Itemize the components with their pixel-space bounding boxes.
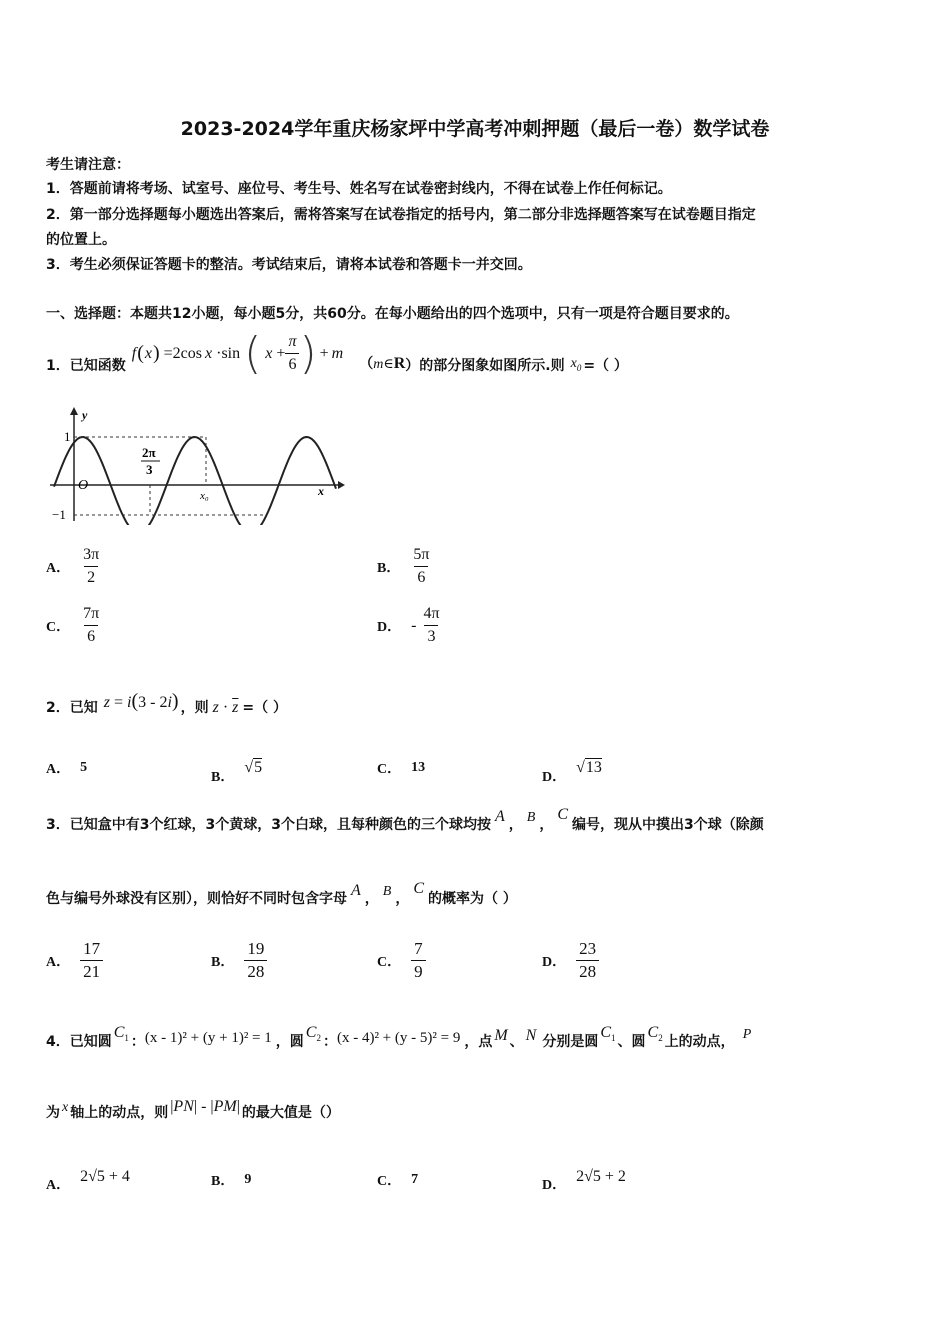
q2-tail: =（ ） xyxy=(242,700,287,716)
q3-option-b[interactable] xyxy=(211,938,267,983)
q1-tick-1: 1 xyxy=(64,429,71,444)
option-label: D． xyxy=(542,770,567,785)
frac-den: 2 xyxy=(84,566,98,589)
q4-line2b: 轴上的动点，则 xyxy=(70,1105,169,1121)
frac-den: 6 xyxy=(84,625,98,648)
notice-heading: 考生请注意： xyxy=(46,157,130,173)
q4-circle1: (x - 1)² + (y + 1)² = 1 xyxy=(144,1030,272,1047)
q3-option-c[interactable] xyxy=(377,938,426,983)
page-title: 2023-2024学年重庆杨家坪中学高考冲刺押题（最后一卷）数学试卷 xyxy=(180,118,770,140)
q1-suffix: ）的部分图象如图所示.则 xyxy=(405,357,565,374)
q1-tail: =（ ） xyxy=(583,357,628,374)
question-1 xyxy=(46,328,628,379)
option-label: A． xyxy=(46,762,71,777)
q1-y-label: y xyxy=(82,408,88,422)
q1-domain: （m∈R xyxy=(359,354,406,372)
frac-den: 28 xyxy=(576,960,599,983)
option-value: 9 xyxy=(244,1172,252,1187)
frac-num: 3π xyxy=(83,546,100,563)
q2-expr: $z \cdot \overline{z}$ xyxy=(212,699,239,716)
q1-curve xyxy=(54,437,336,525)
question-4-line2: 为 x 轴上的动点，则 |PN| - |PM| 的最大值是（） xyxy=(46,1098,340,1121)
q3-text-b: 编号，现从中摸出3个球（除颜 xyxy=(571,817,764,833)
q1-graph xyxy=(46,405,346,525)
option-label: D． xyxy=(377,619,402,635)
notice-item-3: 3．考生必须保证答题卡的整洁。考试结束后，请将本试卷和答题卡一并交回。 xyxy=(46,257,532,273)
q4-option-a[interactable] xyxy=(46,1160,130,1194)
q2-option-a[interactable] xyxy=(46,758,87,778)
notice-item-1: 1．答题前请将考场、试室号、座位号、考生号、姓名写在试卷密封线内，不得在试卷上作任何标记。 xyxy=(46,181,672,197)
q4-text-a: ，圆 xyxy=(275,1034,304,1051)
q4-line2c: 的最大值是（） xyxy=(241,1105,340,1121)
q1-option-c[interactable] xyxy=(46,603,102,648)
q4-option-d[interactable] xyxy=(542,1160,626,1194)
option-value: 13 xyxy=(585,758,602,776)
frac-den: 28 xyxy=(244,960,267,983)
frac-num: 7π xyxy=(83,605,100,622)
frac-num: 5π xyxy=(413,546,430,563)
q1-mark-num: 2π xyxy=(142,445,156,460)
option-label: C． xyxy=(377,954,402,970)
q1-tick-neg1: −1 xyxy=(52,507,66,522)
option-sign: - xyxy=(411,616,417,634)
q4-text-b: ，点 xyxy=(464,1034,493,1051)
q4-text-e: 上的动点， xyxy=(664,1034,735,1051)
q1-x0-label: x₀ xyxy=(200,490,209,502)
question-2 xyxy=(46,690,287,717)
q1-option-a[interactable] xyxy=(46,544,102,589)
q2-option-b[interactable]: B． √5 xyxy=(211,758,263,785)
option-label: D． xyxy=(542,954,567,970)
question-3-line2: 色与编号外球没有区别），则恰好不同时包含字母 A ， B ， C 的概率为（ ） xyxy=(46,880,517,907)
frac-num: 4π xyxy=(423,605,440,622)
option-value: 5 xyxy=(80,760,88,775)
option-label: B． xyxy=(211,954,235,970)
option-label: B． xyxy=(211,1174,235,1189)
notice-item-2-cont: 的位置上。 xyxy=(46,232,116,248)
frac-den: 21 xyxy=(80,960,103,983)
option-value: 2√5 + 2 xyxy=(576,1168,626,1185)
option-label: A． xyxy=(46,954,71,970)
q2-mid: ，则 xyxy=(180,700,209,716)
notice-item-2: 2．第一部分选择题每小题选出答案后，需将答案写在试卷指定的括号内，第二部分非选择题答案写在试卷题目指定 xyxy=(46,207,756,223)
option-value: 5 xyxy=(254,758,263,776)
q3-option-a[interactable] xyxy=(46,938,103,983)
option-value: 13 xyxy=(411,760,426,775)
frac-num: 17 xyxy=(83,939,101,958)
option-label: C． xyxy=(46,619,71,635)
q4-text-c: 分别是圆 xyxy=(542,1034,599,1051)
frac-den: 9 xyxy=(411,960,426,983)
q1-function: f ( x ) =2cos x ·sin ( x + $\frac{\pi}{6}$ ) + m xyxy=(131,328,344,379)
option-label: A． xyxy=(46,560,71,576)
q4-prefix: 4．已知圆 xyxy=(46,1034,112,1051)
q1-prefix: 1．已知函数 xyxy=(46,357,126,374)
q3-text2-b: 的概率为（ ） xyxy=(428,891,517,907)
q4-text-d: 、圆 xyxy=(617,1034,646,1051)
option-label: A． xyxy=(46,1178,71,1193)
question-3-line1: 3．已知盒中有3个红球，3个黄球，3个白球，且每种颜色的三个球均按 A ， B ， C 编号，现从中摸出3个球（除颜 xyxy=(46,806,764,833)
q2-option-d[interactable]: D． √13 xyxy=(542,758,602,785)
option-label: C． xyxy=(377,1174,402,1189)
q4-circle2: (x - 4)² + (y - 5)² = 9 xyxy=(336,1030,461,1047)
q1-option-d[interactable] xyxy=(377,603,443,648)
frac-num: 19 xyxy=(247,939,265,958)
q3-text2: 色与编号外球没有区别），则恰好不同时包含字母 xyxy=(46,891,347,907)
option-value: 7 xyxy=(411,1172,419,1187)
q2-option-c[interactable] xyxy=(377,758,425,778)
q1-option-b[interactable] xyxy=(377,544,432,589)
q4-option-b[interactable] xyxy=(211,1170,251,1190)
q4-line2a: 为 xyxy=(46,1105,60,1121)
q1-x-label: x xyxy=(318,484,324,498)
frac-den: 6 xyxy=(414,566,428,589)
q1-mark-den: 3 xyxy=(146,462,153,477)
q2-formula: z = i(3 - 2i) xyxy=(103,690,179,712)
frac-den: 3 xyxy=(424,625,438,648)
question-4-line1: 4．已知圆 $C_1$ ： (x - 1)² + (y + 1)² = 1 ，圆 $C_2$ ： (x - 4)² + (y - 5)² = 9 ，点 M 、 N 分别是圆 $C_1$ 、圆 $C_2$ 上的动点， P xyxy=(46,1024,752,1051)
frac-num: 7 xyxy=(414,939,423,958)
q2-prefix: 2．已知 xyxy=(46,700,98,716)
option-value: 2√5 + 4 xyxy=(80,1168,130,1185)
q1-origin: O xyxy=(78,478,89,493)
q3-option-d[interactable] xyxy=(542,938,599,983)
frac-num: 23 xyxy=(579,939,597,958)
option-label: C． xyxy=(377,762,402,777)
q4-option-c[interactable] xyxy=(377,1170,418,1190)
option-label: B． xyxy=(377,560,401,576)
section-heading: 一、选择题：本题共12小题，每小题5分，共60分。在每小题给出的四个选项中，只有一项是符合题目要求的。 xyxy=(46,306,739,322)
q1-x0: $x_0$ xyxy=(570,356,582,373)
option-label: B． xyxy=(211,770,235,785)
q3-text: 3．已知盒中有3个红球，3个黄球，3个白球，且每种颜色的三个球均按 xyxy=(46,817,491,833)
option-label: D． xyxy=(542,1178,567,1193)
